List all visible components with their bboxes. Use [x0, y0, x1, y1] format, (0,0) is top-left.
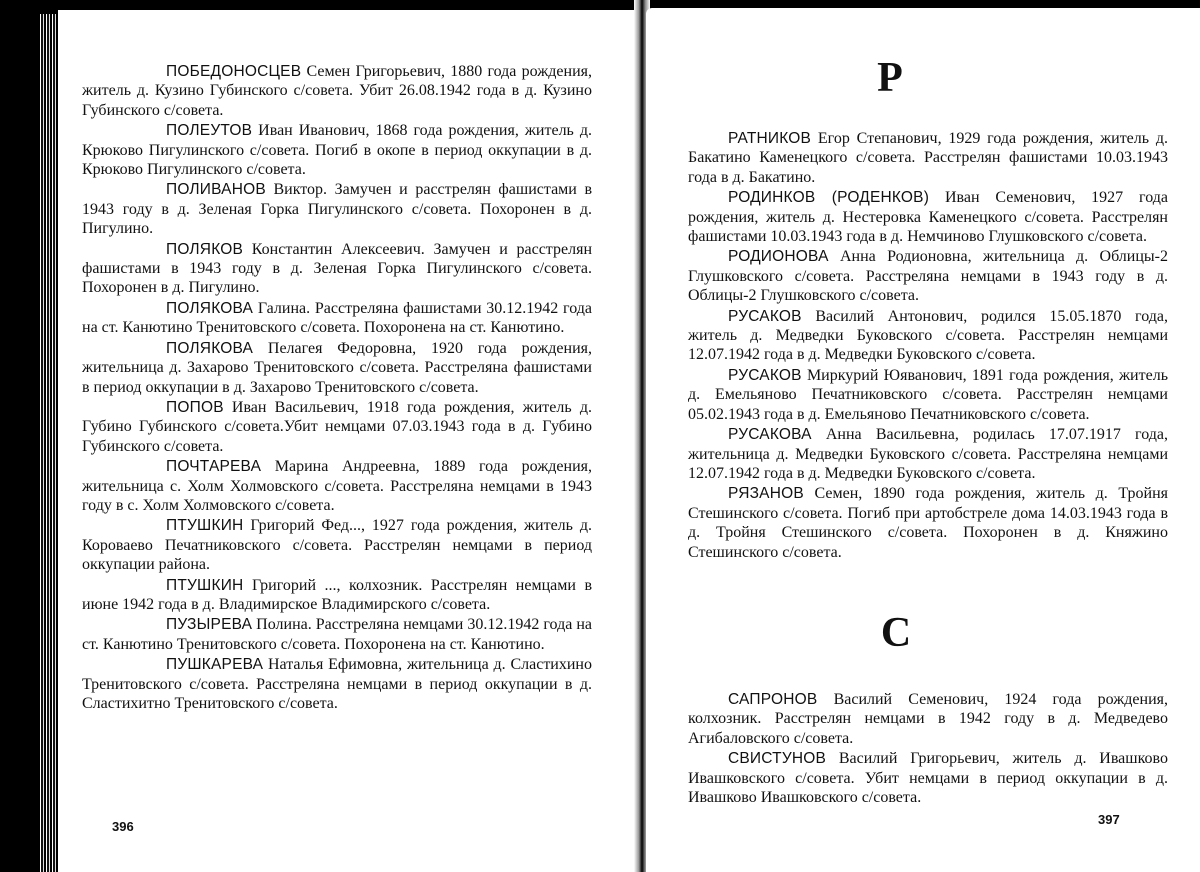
- entry-name: СВИСТУНОВ: [728, 750, 827, 768]
- entry-text: Виктор. Замучен и расстрелян фашистами в 1943 году в д. Зеленая Горка Пигулинского с/совета. Похоронен в д. Пигулино.: [82, 181, 592, 238]
- left-page-column: [82, 62, 592, 714]
- section-letter-r: Р: [877, 55, 903, 101]
- entry-name: РОДИОНОВА: [728, 248, 829, 266]
- entry-name: РОДИНКОВ (РОДЕНКОВ): [728, 189, 930, 207]
- entry: [688, 307, 1168, 365]
- entry-text: Иван Иванович, 1868 года рождения, житель д. Крюково Пигулинского с/совета. Погиб в окопе в период оккупации в д. Крюково Пигулинского с/совета.: [82, 122, 592, 179]
- entry-name: САПРОНОВ: [728, 691, 818, 708]
- entry: [688, 188, 1168, 246]
- entry-text: Семен, 1890 года рождения, житель д. Тройня Стешинского с/совета. Погиб при артобстреле дома 14.03.1943 года в д. Тройня Стешинского с/совета. Похоронен в д. Княжино Стешинского с/совета.: [688, 485, 1168, 561]
- entry: [688, 749, 1168, 807]
- entry-text: Егор Степанович, 1929 года рождения, житель д. Бакатино Каменецкого с/совета. Расстрелян фашистами 10.03.1943 года в д. Бакатино.: [688, 130, 1168, 186]
- entry: [82, 180, 592, 238]
- right-page-column-s: [688, 690, 1168, 808]
- entry: [82, 655, 592, 713]
- entry-text: Григорий Фед..., 1927 года рождения, житель д. Короваево Печатниковского с/совета. Расстрелян немцами в период оккупации района.: [82, 517, 592, 574]
- entry: [82, 576, 592, 615]
- entry-name: РУСАКОВА: [728, 426, 812, 444]
- entry-name: ПОЛИВАНОВ: [166, 181, 266, 199]
- entry: [688, 366, 1168, 424]
- entry-name: ПОБЕДОНОСЦЕВ: [166, 63, 302, 80]
- entry-text: Анна Васильевна, родилась 17.07.1917 года, жительница д. Медведки Буковского с/совета. Расстреляна немцами 12.07.1942 года в д. Медведки Буковского с/совета.: [688, 426, 1168, 482]
- section-letter-s: С: [880, 610, 912, 656]
- entry: [688, 247, 1168, 305]
- entry-text: Миркурий Юяванович, 1891 года рождения, житель д. Емельяново Печатниковского с/совета. Расстрелян немцами 05.02.1943 года в д. Емельяново Печатниковского с/совета.: [688, 366, 1168, 423]
- entry-text: Константин Алексеевич. Замучен и расстрелян фашистами в 1943 году в д. Зеленая Горка Пигулинского с/совета. Похоронен в д. Пигулино.: [82, 240, 592, 297]
- entry-name: РАТНИКОВ: [728, 130, 812, 147]
- entry: [82, 121, 592, 179]
- entry: [82, 615, 592, 654]
- entry: [82, 240, 592, 298]
- entry-text: Иван Васильевич, 1918 года рождения, житель д. Губино Губинского с/совета.Убит немцами 07.03.1943 года в д. Губино Губинского с/совета.: [82, 398, 592, 455]
- entry: [688, 690, 1168, 748]
- entry-name: ПОЛЯКОВА: [166, 339, 254, 357]
- entry-text: Марина Андреевна, 1889 года рождения, жительница с. Холм Холмовского с/совета. Расстреляна немцами в 1943 году в с. Холм Холмовского с/совета.: [82, 458, 592, 514]
- entry-name: РУСАКОВ: [728, 366, 802, 384]
- page-number-left: 396: [112, 819, 134, 834]
- entry-name: ПТУШКИН: [166, 517, 244, 535]
- entry: [82, 398, 592, 456]
- entry: [688, 425, 1168, 483]
- entry: [82, 457, 592, 515]
- entry-name: ПОЛЕУТОВ: [166, 122, 253, 140]
- entry-text: Галина. Расстреляна фашистами 30.12.1942 года на ст. Канютино Тренитовского с/совета. Похоронена на ст. Канютино.: [82, 299, 592, 337]
- entry-text: Пелагея Федоровна, 1920 года рождения, жительница д. Захарово Тренитовского с/совета. Расстреляна фашистами в период оккупации в д. Захарово Тренитовского с/совета.: [82, 339, 592, 396]
- page-number-right: 397: [1098, 812, 1120, 827]
- entry-name: РУСАКОВ: [728, 307, 802, 325]
- entry: [82, 516, 592, 574]
- entry: [82, 339, 592, 397]
- entry-text: Григорий ..., колхозник. Расстрелян немцами в июне 1942 года в д. Владимирское Владимирского с/совета.: [82, 576, 592, 613]
- entry: [688, 129, 1168, 187]
- entry-name: ПОЛЯКОВА: [166, 299, 254, 317]
- entry-name: ПУШКАРЕВА: [166, 656, 264, 674]
- entry-name: РЯЗАНОВ: [728, 485, 804, 503]
- entry-name: ПОЧТАРЕВА: [166, 458, 262, 476]
- entry-text: Василий Семенович, 1924 года рождения, колхозник. Расстрелян немцами в 1942 году в д. Медведево Агибаловского с/совета.: [688, 691, 1168, 747]
- entry-text: Василий Григорьевич, житель д. Ивашково Ивашковского с/совета. Убит немцами в период оккупации в д. Ивашково Ивашковского с/совета.: [688, 750, 1168, 807]
- entry-text: Семен Григорьевич, 1880 года рождения, житель д. Кузино Губинского с/совета. Убит 26.08.1942 года в д. Кузино Губинского с/совета.: [82, 63, 592, 119]
- entry: [82, 299, 592, 338]
- entry-text: Наталья Ефимовна, жительница д. Сластихино Тренитовского с/совета. Расстреляна немцами в период оккупации в д. Сластихитно Тренитовского с/совета.: [82, 656, 592, 712]
- right-page-column-r: [688, 129, 1168, 563]
- entry-text: Василий Антонович, родился 15.05.1870 года, житель д. Медведки Буковского с/совета. Расстрелян немцами 12.07.1942 года в д. Медведки Буковского с/совета.: [688, 307, 1168, 364]
- entry-text: Анна Родионовна, жительница д. Облицы-2 Глушковского с/совета. Расстреляна немцами в 1943 году в д. Облицы-2 Глушковского с/совета.: [688, 248, 1168, 305]
- entry-name: ПУЗЫРЕВА: [166, 616, 253, 634]
- entry: [82, 62, 592, 120]
- entry: [688, 484, 1168, 562]
- entry-name: ПОПОВ: [166, 398, 224, 416]
- entry-text: Иван Семенович, 1927 года рождения, житель д. Нестеровка Каменецкого с/совета. Расстрелян фашистами 10.03.1943 года в д. Немчиново Глушковского с/совета.: [688, 189, 1168, 246]
- entry-name: ПТУШКИН: [166, 576, 244, 594]
- entry-text: Полина. Расстреляна немцами 30.12.1942 года на ст. Канютино Тренитовского с/совета. Похоронена на ст. Канютино.: [82, 616, 592, 653]
- entry-name: ПОЛЯКОВ: [166, 240, 244, 258]
